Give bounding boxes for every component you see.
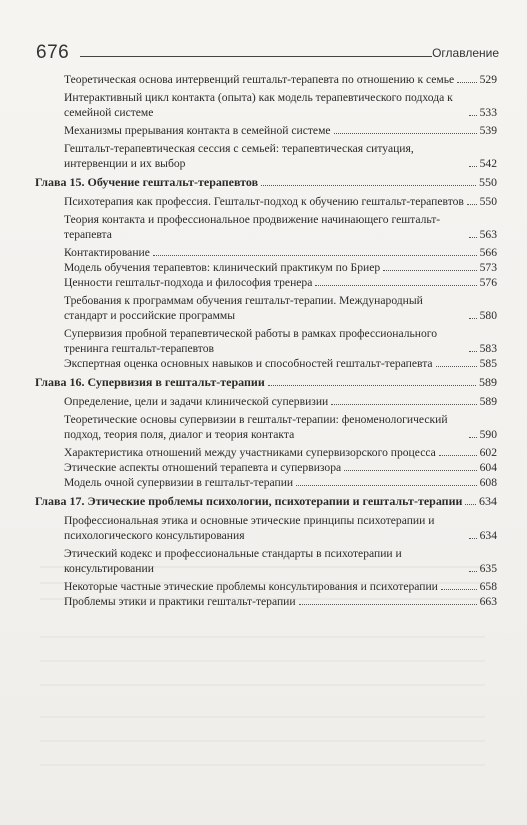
toc-entry-title: Модель очной супервизии в гештальт-терапии [64,476,294,489]
toc-entry-title: Интерактивный цикл контакта (опыта) как модель терапевтического подхода к семейной системе [64,91,453,119]
toc-chapter-page: 634 [479,494,497,508]
toc-entry-page: 604 [479,461,497,474]
toc-entry-page: 590 [479,428,497,441]
toc-entry[interactable] [35,90,497,120]
leader-dots [344,470,476,471]
leader-dots [469,115,477,116]
toc-entry[interactable] [35,141,497,171]
toc-entry-title: Гештальт-терапевтическая сессия с семьей: терапевтическая ситуация, интервенции и их выбор [64,142,414,170]
leader-dots [261,185,476,186]
leader-dots [457,82,476,83]
toc-entry-page: 589 [479,395,497,408]
toc-entry-title: Этический кодекс и профессиональные стандарты в психотерапии и консультировании [64,547,402,575]
toc-chapter-page: 550 [479,175,497,189]
toc-entry[interactable] [35,579,497,594]
toc-entry-title: Механизмы прерывания контакта в семейной системе [64,124,331,137]
toc-entry-title: Экспертная оценка основных навыков и способностей гештальт-терапевта [64,357,433,370]
page-number: 676 [36,42,70,63]
toc-entry-title: Характеристика отношений между участниками супервизорского процесса [64,446,436,459]
toc-entry[interactable] [35,394,497,409]
toc-entry[interactable] [35,245,497,260]
leader-dots [469,351,477,352]
leader-dots [296,485,476,486]
toc-entry-page: 576 [479,276,497,289]
leader-dots [334,133,477,134]
toc-entry-title: Профессиональная этика и основные этические принципы психотерапии и психологического консультирования [64,514,435,542]
bleed-through-line [40,636,485,638]
bleed-through-line [40,740,485,742]
toc-entry[interactable] [35,546,497,576]
toc-entry-title: Этические аспекты отношений терапевта и супервизора [64,461,342,474]
leader-dots [469,318,477,319]
toc-entry-title: Некоторые частные этические проблемы консультирования и психотерапии [64,580,438,593]
toc-entry[interactable] [35,356,497,371]
toc-chapter-page: 589 [479,375,497,389]
toc-chapter-title: Глава 15. Обучение гештальт-терапевтов [35,175,259,189]
leader-dots [469,166,477,167]
header-rule [80,56,432,57]
leader-dots [467,204,477,205]
toc-chapter[interactable] [35,375,497,390]
table-of-contents [35,72,497,609]
toc-entry[interactable] [35,275,497,290]
leader-dots [439,455,477,456]
leader-dots [268,385,476,386]
toc-entry-title: Ценности гештальт-подхода и философия тренера [64,276,313,289]
toc-entry[interactable] [35,513,497,543]
bleed-through-line [40,684,485,686]
toc-entry[interactable] [35,194,497,209]
leader-dots [153,255,477,256]
leader-dots [383,270,476,271]
toc-entry[interactable] [35,594,497,609]
leader-dots [436,366,477,367]
toc-entry[interactable] [35,326,497,356]
toc-entry-page: 663 [479,595,497,608]
leader-dots [465,504,476,505]
toc-chapter[interactable] [35,175,497,190]
toc-entry-page: 602 [479,446,497,459]
toc-chapter-title: Глава 17. Этические проблемы психологии, психотерапии и гештальт-терапии [35,494,463,508]
toc-entry[interactable] [35,293,497,323]
toc-entry[interactable] [35,72,497,87]
toc-entry-page: 550 [479,195,497,208]
running-head: Оглавление [432,46,499,60]
toc-entry[interactable] [35,445,497,460]
leader-dots [299,604,477,605]
toc-entry-page: 634 [479,529,497,542]
toc-entry-page: 529 [479,73,497,86]
toc-entry[interactable] [35,460,497,475]
toc-entry-title: Контактирование [64,246,150,259]
leader-dots [469,538,477,539]
toc-chapter[interactable] [35,494,497,509]
toc-entry-page: 583 [479,342,497,355]
toc-entry-page: 573 [479,261,497,274]
toc-chapter-title: Глава 16. Супервизия в гештальт-терапии [35,375,265,389]
leader-dots [315,285,476,286]
toc-entry-page: 563 [479,228,497,241]
toc-entry-page: 580 [479,309,497,322]
page-header [36,42,499,64]
toc-entry-title: Проблемы этики и практики гештальт-терапии [64,595,296,608]
leader-dots [469,437,477,438]
toc-entry-page: 608 [479,476,497,489]
toc-entry-title: Супервизия пробной терапевтической работы в рамках профессионального тренинга гештальт-терапевтов [64,327,438,355]
toc-entry-title: Теория контакта и профессиональное продвижение начинающего гештальт-терапевта [64,213,441,241]
toc-entry-page: 533 [479,106,497,119]
toc-entry[interactable] [35,260,497,275]
bleed-through-line [40,660,485,662]
toc-entry-title: Модель обучения терапевтов: клинический практикум по Бриер [64,261,381,274]
toc-entry-title: Теоретические основы супервизии в гештальт-терапии: феноменологический подход, теория поля, диалог и теория контакта [64,413,448,441]
toc-entry-page: 658 [479,580,497,593]
bleed-through-line [40,716,485,718]
toc-entry-page: 566 [479,246,497,259]
toc-entry-title: Психотерапия как профессия. Гештальт-подход к обучению гештальт-терапевтов [64,195,464,208]
toc-entry-title: Требования к программам обучения гештальт-терапии. Международный стандарт и российские программы [64,294,423,322]
leader-dots [469,571,477,572]
toc-entry-title: Теоретическая основа интервенций гештальт-терапевта по отношению к семье [64,73,455,86]
toc-entry[interactable] [35,212,497,242]
leader-dots [331,404,476,405]
bleed-through-line [40,764,485,766]
toc-entry-page: 542 [479,157,497,170]
toc-entry-page: 635 [479,562,497,575]
toc-entry[interactable] [35,412,497,442]
toc-entry[interactable] [35,123,497,138]
leader-dots [441,589,477,590]
leader-dots [469,237,477,238]
toc-entry-page: 585 [479,357,497,370]
toc-entry-page: 539 [479,124,497,137]
toc-entry-title: Определение, цели и задачи клинической супервизии [64,395,329,408]
toc-entry[interactable] [35,475,497,490]
